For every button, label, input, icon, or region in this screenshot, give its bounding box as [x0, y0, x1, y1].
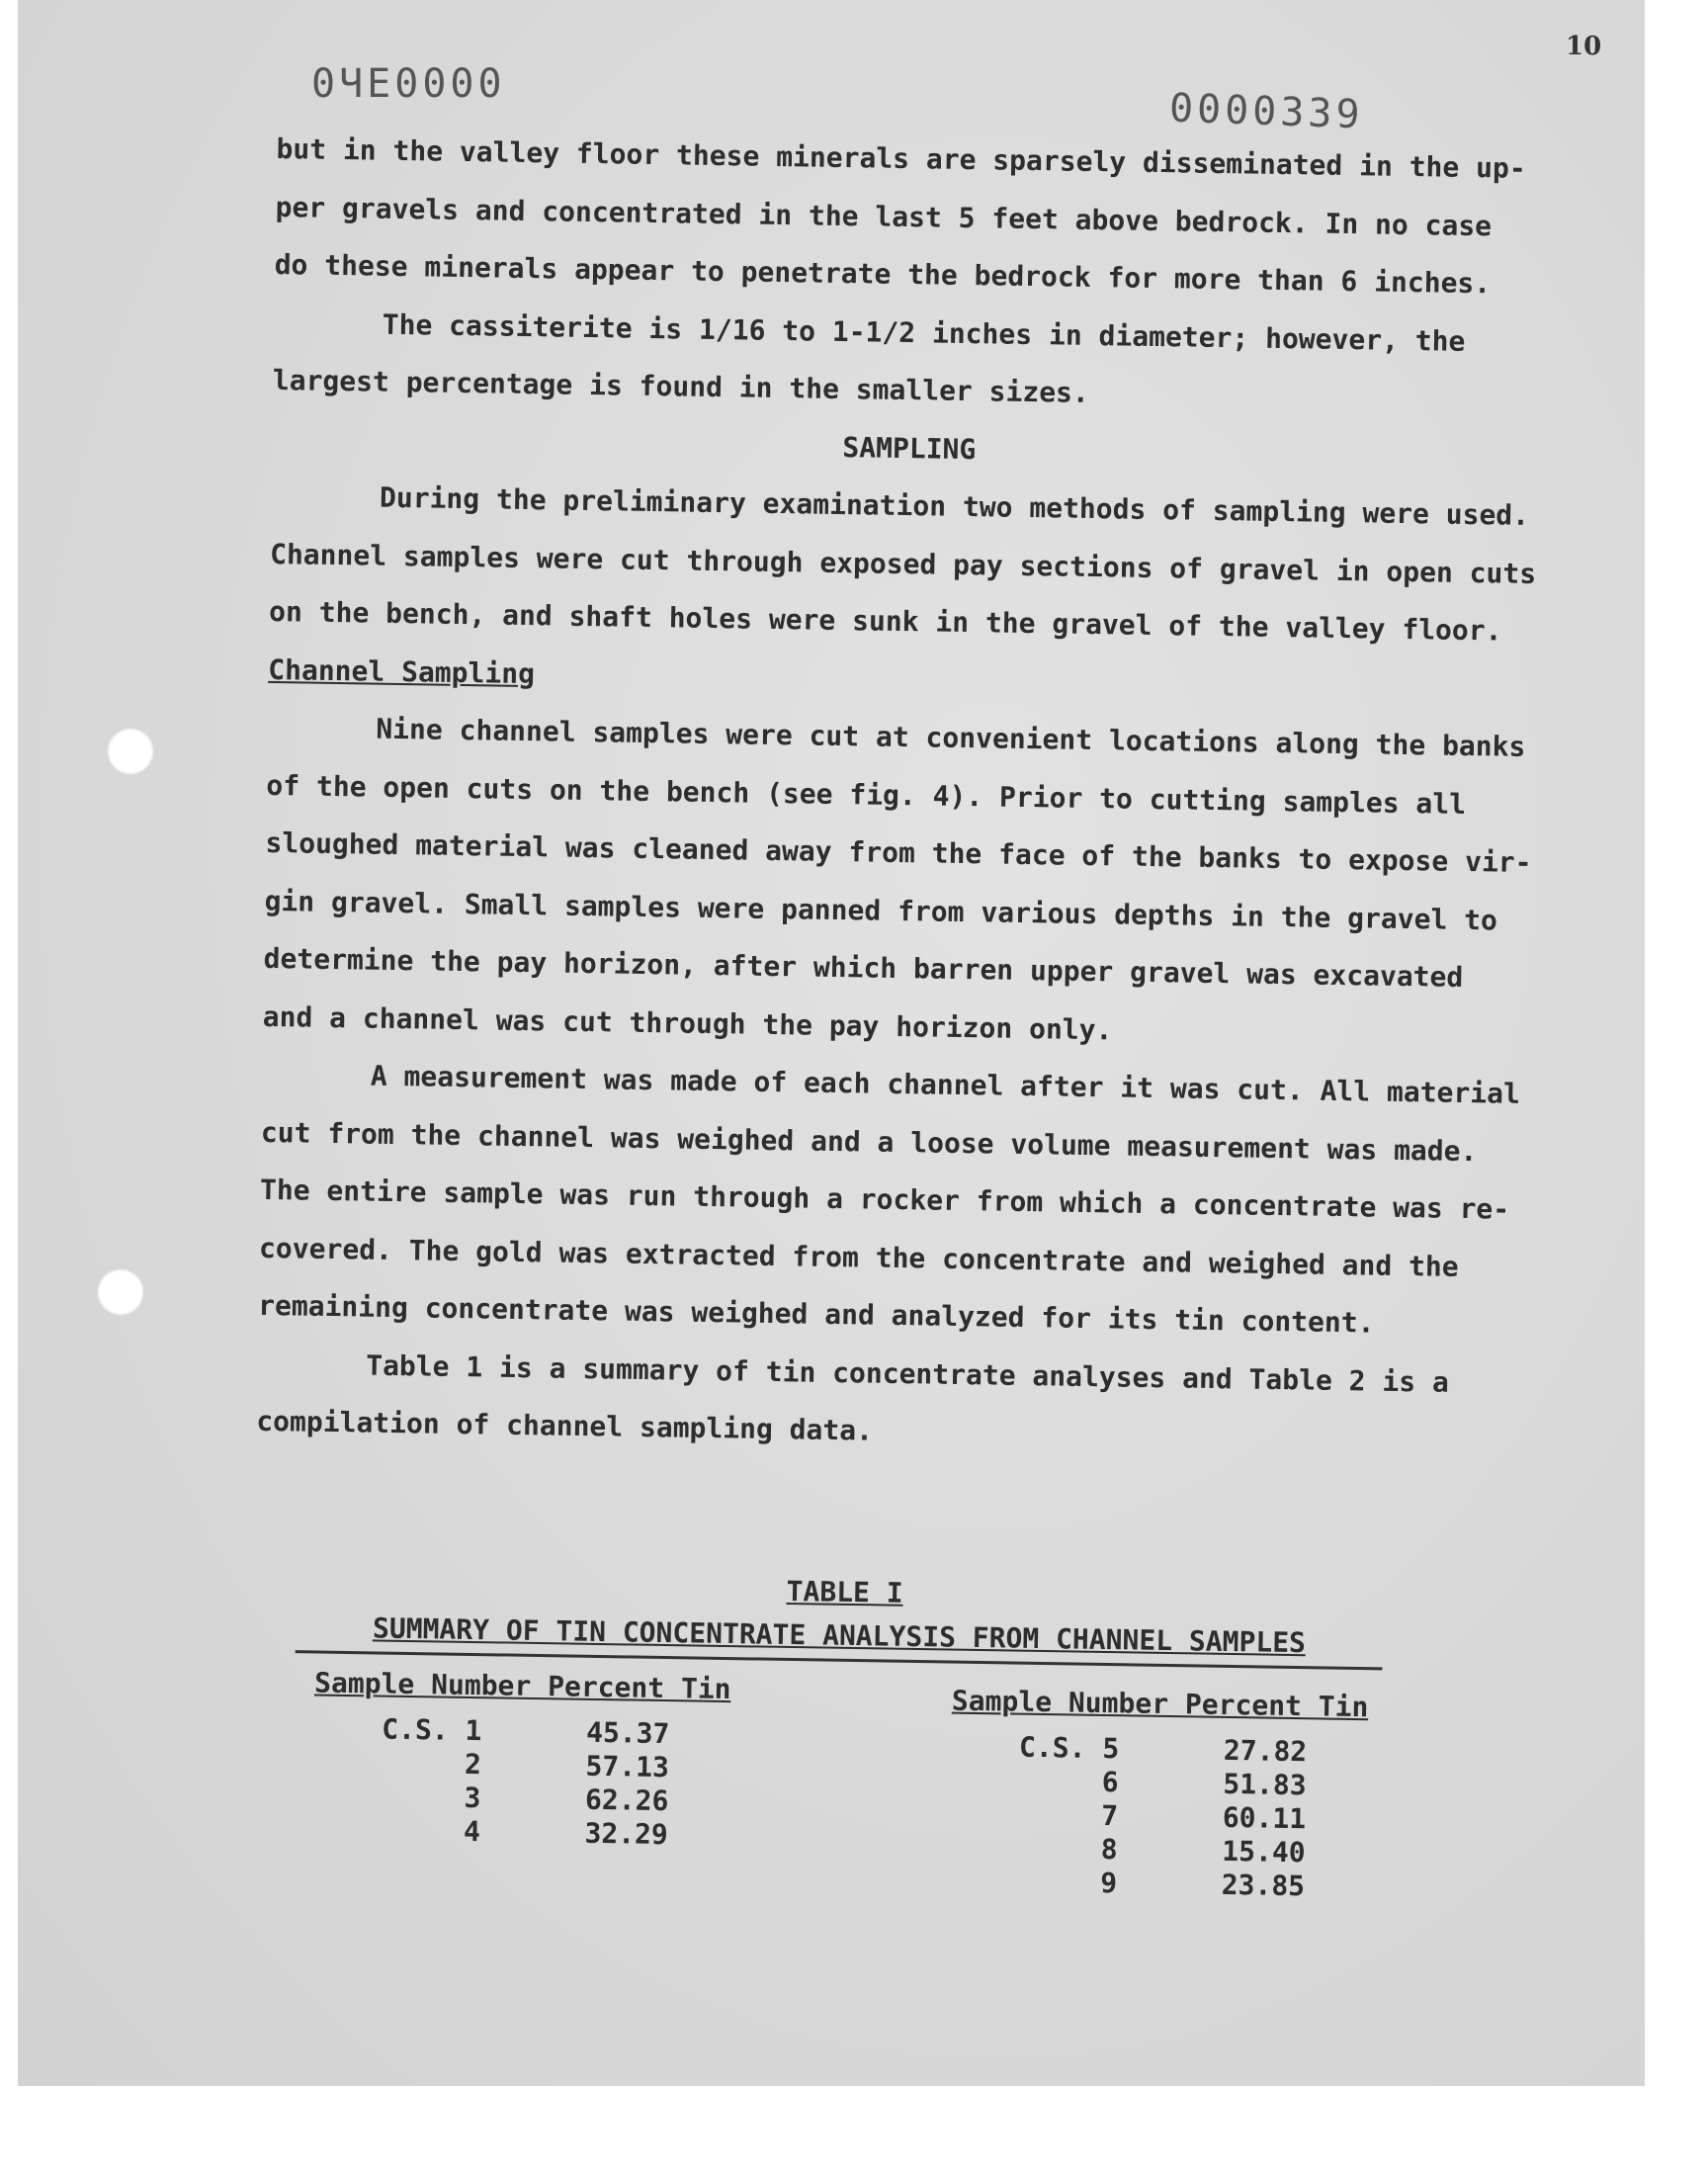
text-line: on the bench, and shaft holes were sunk in the gravel of the valley floor. [268, 594, 1502, 648]
percent-tin: 27.82 [1223, 1733, 1308, 1769]
percent-tin: 32.29 [584, 1816, 669, 1852]
sample-number: 8 [1100, 1832, 1118, 1867]
table-column-right [949, 1685, 1369, 1905]
stamp-left: 0ЧЕ0000 [311, 61, 506, 107]
text-line: The cassiterite is 1/16 to 1-1/2 inches in diameter; however, the [382, 307, 1466, 358]
table-subtitle: SUMMARY OF TIN CONCENTRATE ANALYSIS FROM CHANNEL SAMPLES [296, 1610, 1384, 1670]
sample-number: C.S. 1 [382, 1712, 482, 1748]
text-line: of the open cuts on the bench (see fig. 4). Prior to cutting samples all [266, 768, 1467, 821]
subsection-heading-channel-sampling: Channel Sampling [268, 652, 536, 690]
percent-tin: 51.83 [1223, 1767, 1307, 1802]
sample-number: 3 [464, 1781, 481, 1815]
table-row [312, 1812, 729, 1853]
percent-tin: 57.13 [585, 1749, 670, 1784]
text-line: The entire sample was run through a rocker from which a concentrate was re- [259, 1173, 1510, 1226]
percent-tin: 23.85 [1221, 1868, 1306, 1903]
text-line: Channel samples were cut through exposed pay sections of gravel in open cuts [269, 537, 1537, 590]
sample-number: 2 [464, 1747, 482, 1782]
text-line: cut from the channel was weighed and a loose volume measurement was made. [260, 1115, 1478, 1168]
text-line: but in the valley floor these minerals are sparsely disseminated in the up- [276, 131, 1526, 185]
text-line: and a channel was cut through the pay horizon only. [262, 1000, 1113, 1046]
sample-number: C.S. 5 [1018, 1730, 1120, 1766]
body-text [256, 121, 1552, 1471]
text-line: per gravels and concentrated in the last 5 feet above bedrock. In no case [275, 190, 1493, 242]
percent-tin: 45.37 [585, 1715, 670, 1751]
table-header-right: Sample Number Percent Tin [951, 1684, 1369, 1724]
text-line: compilation of channel sampling data. [256, 1404, 874, 1447]
percent-tin: 60.11 [1222, 1800, 1307, 1836]
text-line: remaining concentrate was weighed and analyzed for its tin content. [257, 1288, 1375, 1340]
stamp-right: 0000339 [1168, 85, 1365, 138]
text-line: A measurement was made of each channel after it was cut. All material [370, 1059, 1521, 1110]
binder-hole-top [107, 728, 154, 775]
table-header-left: Sample Number Percent Tin [313, 1666, 731, 1706]
percent-tin: 62.26 [584, 1783, 669, 1818]
text-line: sloughed material was cleaned away from the face of the banks to expose vir- [265, 826, 1532, 880]
text-line: determine the pay horizon, after which barren upper gravel was excavated [263, 941, 1464, 994]
section-heading-sampling: SAMPLING [842, 430, 977, 466]
binder-hole-bottom [97, 1268, 144, 1316]
table-column-left [312, 1666, 731, 1853]
text-line: covered. The gold was extracted from the concentrate and weighed and the [258, 1231, 1459, 1283]
text-line: During the preliminary examination two methods of sampling were used. [379, 480, 1530, 532]
text-line: Table 1 is a summary of tin concentrate analyses and Table 2 is a [365, 1348, 1450, 1399]
text-line: gin gravel. Small samples were panned from various depths in the gravel to [264, 884, 1498, 936]
sample-number: 9 [1099, 1866, 1118, 1900]
text-line: Nine channel samples were cut at convenient locations along the banks [376, 712, 1526, 763]
text-line: largest percentage is found in the smaller sizes. [272, 363, 1090, 409]
percent-tin: 15.40 [1222, 1834, 1306, 1870]
table-title: TABLE I [786, 1574, 903, 1610]
sample-number: 6 [1101, 1765, 1119, 1799]
page-number: 10 [1566, 32, 1602, 61]
sample-number: 4 [463, 1814, 481, 1849]
text-line: do these minerals appear to penetrate the bedrock for more than 6 inches. [274, 247, 1492, 301]
sample-number: 7 [1101, 1798, 1119, 1833]
tin-analysis-table [286, 1567, 1404, 1903]
table-row [949, 1865, 1366, 1905]
